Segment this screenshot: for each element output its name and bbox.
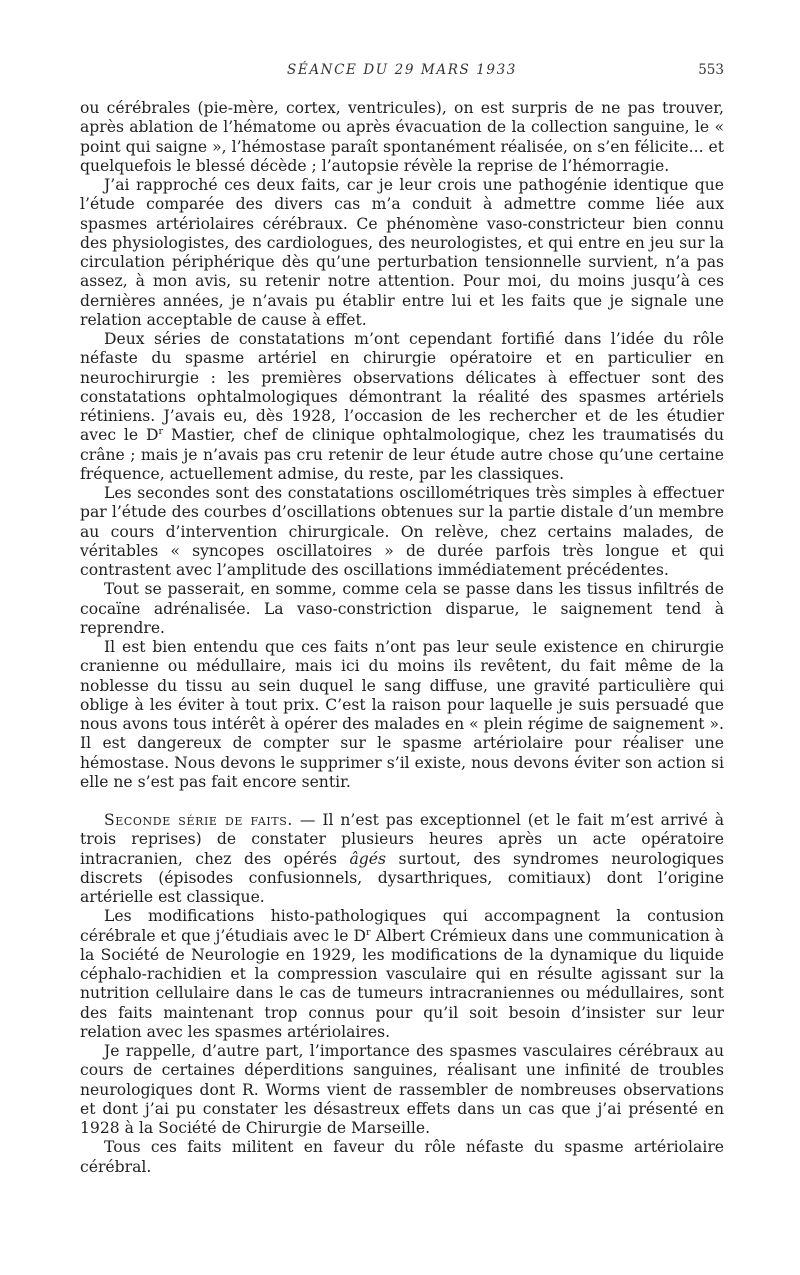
paragraph-text: Albert Crémieux dans une communication à la Société de Neurologie en 1929, les modifications de la dynamique du liquide céphalo-rachidien et la compression vasculaire qui en résulte agissant sur la nutrition cellulaire dans le cas de tumeurs intracraniennes ou médullaires, sont des faits maintenant trop connus pour qu’il soit besoin d’insister sur leur relation avec les spasmes artériolaires. [80,926,724,1041]
paragraph [80,330,724,484]
paragraph-text: surtout, des syndromes neurologiques discrets (épisodes confusionnels, dysarthriques, comitiaux) dont l’origine artérielle est classique. [80,849,724,906]
superscript: r [366,926,371,938]
paragraph [80,907,724,1042]
paragraph: Il est bien entendu que ces faits n’ont pas leur seule existence en chirurgie cranienne ou médullaire, mais ici du moins ils revêtent, du fait même de la noblesse du tissu au sein duquel le sang diffuse, une gravité particulière qui oblige à les éviter à tout prix. C’est la raison pour laquelle je suis persuadé que nous avons tous intérêt à opérer des malades en « plein régime de saignement ». Il est dangereux de compter sur le spasme artériolaire pour réaliser une hémostase. Nous devons le supprimer s’il existe, nous devons éviter son action si elle ne s’est pas fait encore sentir. [80,638,724,791]
section-heading: Seconde série de faits. [104,811,293,829]
paragraph-text: — Il n’est pas exceptionnel (et le fait m’est arrivé à trois reprises) de constater plusieurs heures après un acte opératoire intracranien, chez des opérés [80,811,724,868]
paragraph: J’ai rapproché ces deux faits, car je leur crois une pathogénie identique que l’étude comparée des divers cas m’a conduit à admettre comme liée aux spasmes artériolaires cérébraux. Ce phénomène vaso-constricteur bien connu des physiologistes, des cardiologues, des neurologistes, et qui entre en jeu sur la circulation périphérique dès qu’une perturbation tensionnelle survient, n’a pas assez, à mon avis, su retenir notre attention. Pour moi, du moins jusqu’à ces dernières années, je n’avais pu établir entre lui et les faits que je signale une relation acceptable de cause à effet. [80,176,724,329]
paragraph-text: Deux séries de constatations m’ont cependant fortifié dans l’idée du rôle néfaste du spasme artériel en chirurgie opératoire et en particulier en neurochirurgie : les premières observations délicates à effectuer sont des constatations ophtalmologiques démontrant la réalité des spasmes artériels rétiniens. J’avais eu, dès 1928, l’occasion de les rechercher et de les étudier avec le D [80,330,724,445]
paragraph-text: Mastier, chef de clinique ophtalmologique, chez les traumatisés du crâne ; mais je n’avais pas cru retenir de leur étude autre chose qu’une certaine fréquence, actuellement admise, du reste, par les classiques. [80,426,725,483]
page-header [80,62,724,82]
paragraph: Les secondes sont des constatations oscillométriques très simples à effectuer par l’étude des courbes d’oscillations obtenues sur la partie distale d’un membre au cours d’intervention chirurgicale. On relève, chez certains malades, de véritables « syncopes oscillatoires » de durée parfois très longue et qui contrastent avec l’amplitude des oscillations immédiatement précédentes. [80,484,724,579]
paragraph [80,811,724,907]
body-text [80,99,724,1177]
paragraph-text: Les modifications histo-pathologiques qui accompagnent la contusion cérébrale et que j’étudiais avec le D [80,907,724,945]
page-number: 553 [698,62,724,78]
paragraph: Je rappelle, d’autre part, l’importance des spasmes vasculaires cérébraux au cours de certaines déperditions sanguines, réalisant une infinité de troubles neurologiques dont R. Worms vient de rassembler de nombreuses observations et dont j’ai pu constater les désastreux effets dans un cas que j’ai présenté en 1928 à la Société de Chirurgie de Marseille. [80,1042,724,1137]
paragraph: Tout se passerait, en somme, comme cela se passe dans les tissus infiltrés de cocaïne adrénalisée. La vaso-constriction disparue, le saignement tend à reprendre. [80,580,724,637]
running-head: SÉANCE DU 29 MARS 1933 [287,62,517,78]
paragraph: Tous ces faits militent en faveur du rôle néfaste du spasme artériolaire cérébral. [80,1138,724,1176]
superscript: r [158,426,164,438]
italic-word: âgés [349,849,386,868]
paragraph: ou cérébrales (pie-mère, cortex, ventricules), on est surpris de ne pas trouver, après ablation de l’hématome ou après évacuation de la collection sanguine, le « point qui saigne », l’hémostase paraît spontanément réalisée, on s’en félicite... et quelquefois le blessé décède ; l’autopsie révèle la reprise de l’hémorragie. [80,99,724,175]
